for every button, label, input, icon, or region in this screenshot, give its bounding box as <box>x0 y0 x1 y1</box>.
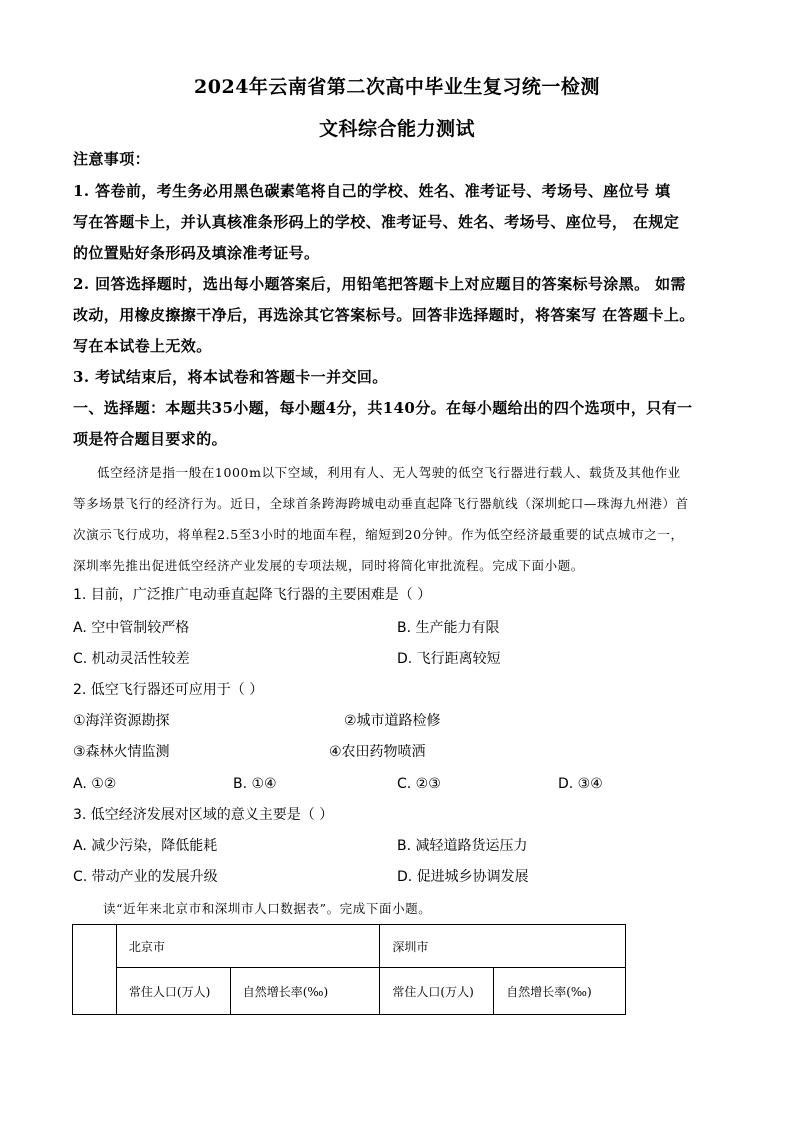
table-col-beijing-growth: 自然增长率(‰) <box>230 968 380 1015</box>
question-3-option-d: D. 促进城乡协调发展 <box>397 869 529 885</box>
question-1-option-c: C. 机动灵活性较差 <box>73 651 190 667</box>
table-header-beijing: 北京市 <box>116 925 380 968</box>
question-3-option-a: A. 减少污染，降低能耗 <box>73 838 218 854</box>
table-header-shenzhen: 深圳市 <box>380 925 626 968</box>
question-1-stem: 1. 目前，广泛推广电动垂直起降飞行器的主要困难是（ ） <box>73 587 432 603</box>
table-col-shenzhen-population: 常住人口(万人) <box>380 968 494 1015</box>
notice-line: 1. 答卷前，考生务必用黑色碳素笔将自己的学校、姓名、准考证号、考场号、座位号 填 <box>73 182 671 200</box>
question-2-option-b: B. ①④ <box>233 776 277 792</box>
question-2-item-4: ④农田药物喷洒 <box>329 744 426 760</box>
passage-line: 次演示飞行成功，将单程2.5至3小时的地面车程，缩短到20分钟。作为低空经济最重要的试点城市之一， <box>73 527 684 542</box>
table-col-shenzhen-growth: 自然增长率(‰) <box>494 968 626 1015</box>
notice-line: 3. 考试结束后，将本试卷和答题卡一并交回。 <box>73 368 388 386</box>
passage-line: 低空经济是指一般在1000m以下空域，利用有人、无人驾驶的低空飞行器进行载人、载货及其他作业 <box>97 465 681 480</box>
question-2-stem: 2. 低空飞行器还可应用于（ ） <box>73 682 264 698</box>
question-2-item-3: ③森林火情监测 <box>73 744 170 760</box>
question-2-item-1: ①海洋资源勘探 <box>73 713 170 729</box>
question-3-option-b: B. 减轻道路货运压力 <box>397 838 528 854</box>
question-2-item-2: ②城市道路检修 <box>344 713 441 729</box>
notice-line: 的位置贴好条形码及填涂准考证号。 <box>73 244 320 262</box>
table-corner-cell <box>73 925 117 1015</box>
question-3-option-c: C. 带动产业的发展升级 <box>73 869 218 885</box>
question-2-option-a: A. ①② <box>73 776 117 792</box>
exam-subtitle: 文科综合能力测试 <box>318 118 475 140</box>
exam-title: 2024年云南省第二次高中毕业生复习统一检测 <box>194 76 600 98</box>
question-2-option-d: D. ③④ <box>558 776 603 792</box>
section-heading: 一、选择题：本题共35小题，每小题4分，共140分。在每小题给出的四个选项中，只有一 <box>73 399 693 417</box>
section-heading-cont: 项是符合题目要求的。 <box>73 430 228 448</box>
passage-line: 深圳率先推出促进低空经济产业发展的专项法规，同时将简化审批流程。完成下面小题。 <box>73 558 584 573</box>
question-2-option-c: C. ②③ <box>397 776 441 792</box>
table-col-beijing-population: 常住人口(万人) <box>116 968 230 1015</box>
question-1-option-d: D. 飞行距离较短 <box>397 651 501 667</box>
notice-line: 改动，用橡皮擦擦干净后，再选涂其它答案标号。回答非选择题时，将答案写 在答题卡上。 <box>73 306 695 324</box>
notice-line: 写在答题卡上，并认真核准条形码上的学校、准考证号、姓名、考场号、座位号， 在规定 <box>73 213 680 231</box>
question-1-option-b: B. 生产能力有限 <box>397 620 500 636</box>
notice-heading: 注意事项： <box>73 150 151 168</box>
question-3-stem: 3. 低空经济发展对区域的意义主要是（ ） <box>73 807 334 823</box>
notice-line: 写在本试卷上无效。 <box>73 337 212 355</box>
population-table <box>72 924 626 1015</box>
notice-line: 2. 回答选择题时，选出每小题答案后，用铅笔把答题卡上对应题目的答案标号涂黑。 如需 <box>73 275 686 293</box>
table-intro: 读“近年来北京市和深圳市人口数据表”。完成下面小题。 <box>103 901 432 916</box>
question-1-option-a: A. 空中管制较严格 <box>73 620 190 636</box>
passage-line: 等多场景飞行的经济行为。近日，全球首条跨海跨城电动垂直起降飞行器航线（深圳蛇口—珠海九州港）首 <box>73 496 689 511</box>
